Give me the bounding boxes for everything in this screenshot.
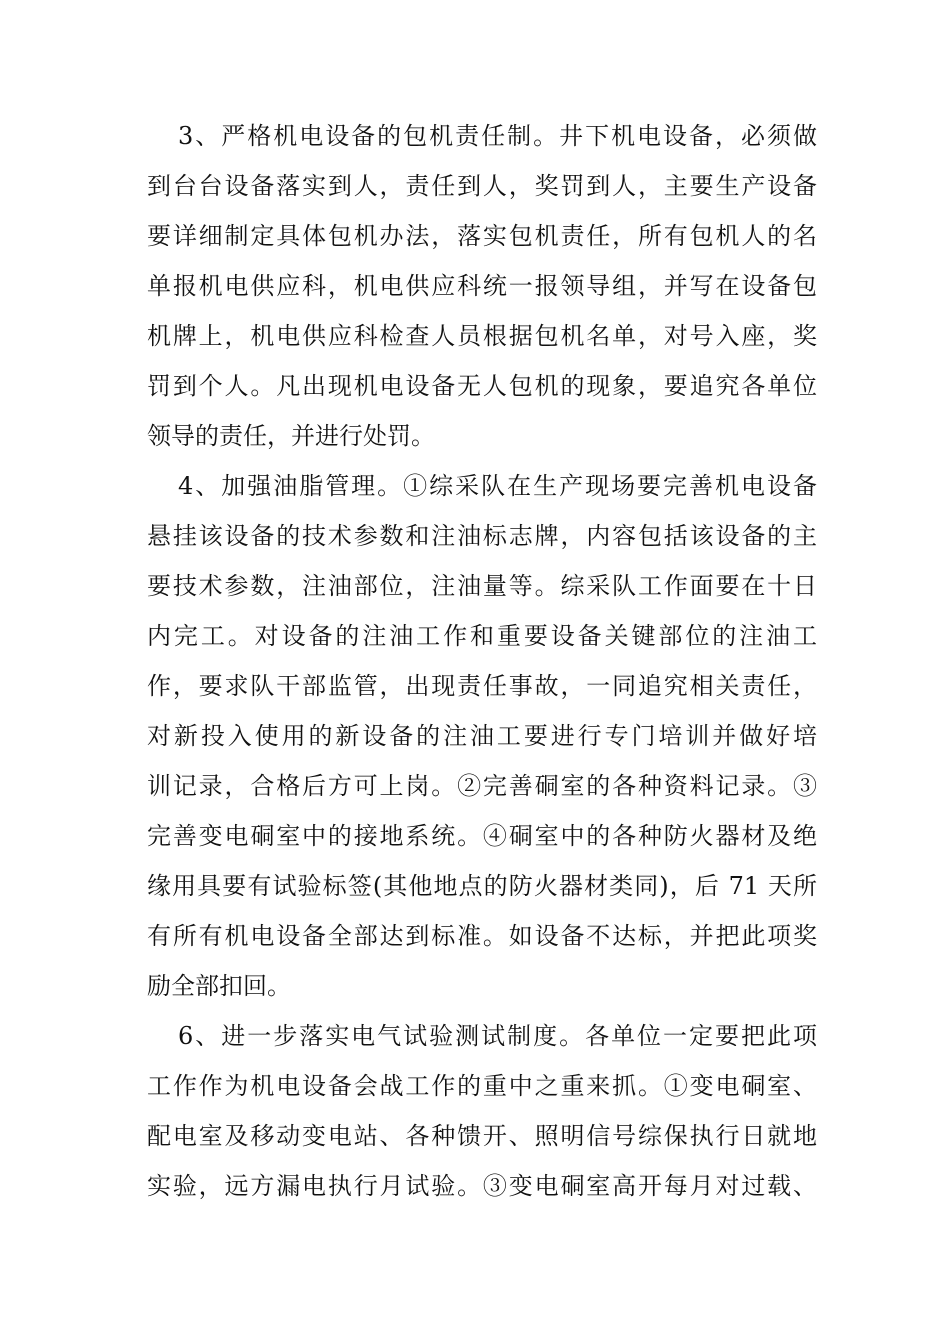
paragraph-4-line-4: 内完工。对设备的注油工作和重要设备关键部位的注油工: [147, 622, 817, 650]
paragraph-6-line-4: 实验，远方漏电执行月试验。③变电硐室高开每月对过载、: [147, 1172, 817, 1200]
paragraph-4-line-1: 4、加强油脂管理。①综采队在生产现场要完善机电设备: [178, 472, 817, 500]
paragraph-4-line-11: 励全部扣回。: [147, 972, 291, 1000]
paragraph-4-line-3: 要技术参数，注油部位，注油量等。综采队工作面要在十日: [147, 572, 817, 600]
paragraph-4-line-9: 缘用具要有试验标签(其他地点的防火器材类同)，后 71 天所: [147, 872, 817, 900]
paragraph-3-line-7: 领导的责任，并进行处罚。: [147, 422, 435, 450]
paragraph-4-line-10: 有所有机电设备全部达到标准。如设备不达标，并把此项奖: [147, 922, 817, 950]
paragraph-3-line-2: 到台台设备落实到人，责任到人，奖罚到人，主要生产设备: [147, 172, 817, 200]
paragraph-4-line-5: 作，要求队干部监管，出现责任事故，一同追究相关责任，: [147, 672, 817, 700]
paragraph-4-line-6: 对新投入使用的新设备的注油工要进行专门培训并做好培: [147, 722, 817, 750]
paragraph-3-line-4: 单报机电供应科，机电供应科统一报领导组，并写在设备包: [147, 272, 817, 300]
paragraph-3-line-1: 3、严格机电设备的包机责任制。井下机电设备，必须做: [178, 122, 817, 150]
paragraph-4-line-7: 训记录，合格后方可上岗。②完善硐室的各种资料记录。③: [147, 772, 817, 800]
paragraph-4-line-2: 悬挂该设备的技术参数和注油标志牌，内容包括该设备的主: [147, 522, 817, 550]
paragraph-6-line-2: 工作作为机电设备会战工作的重中之重来抓。①变电硐室、: [147, 1072, 817, 1100]
paragraph-3-line-5: 机牌上，机电供应科检查人员根据包机名单，对号入座，奖: [147, 322, 817, 350]
paragraph-6-line-1: 6、进一步落实电气试验测试制度。各单位一定要把此项: [178, 1022, 817, 1050]
paragraph-3-line-3: 要详细制定具体包机办法，落实包机责任，所有包机人的名: [147, 222, 817, 250]
paragraph-3-line-6: 罚到个人。凡出现机电设备无人包机的现象，要追究各单位: [147, 372, 817, 400]
paragraph-6-line-3: 配电室及移动变电站、各种馈开、照明信号综保执行日就地: [147, 1122, 817, 1150]
paragraph-4-line-8: 完善变电硐室中的接地系统。④硐室中的各种防火器材及绝: [147, 822, 817, 850]
